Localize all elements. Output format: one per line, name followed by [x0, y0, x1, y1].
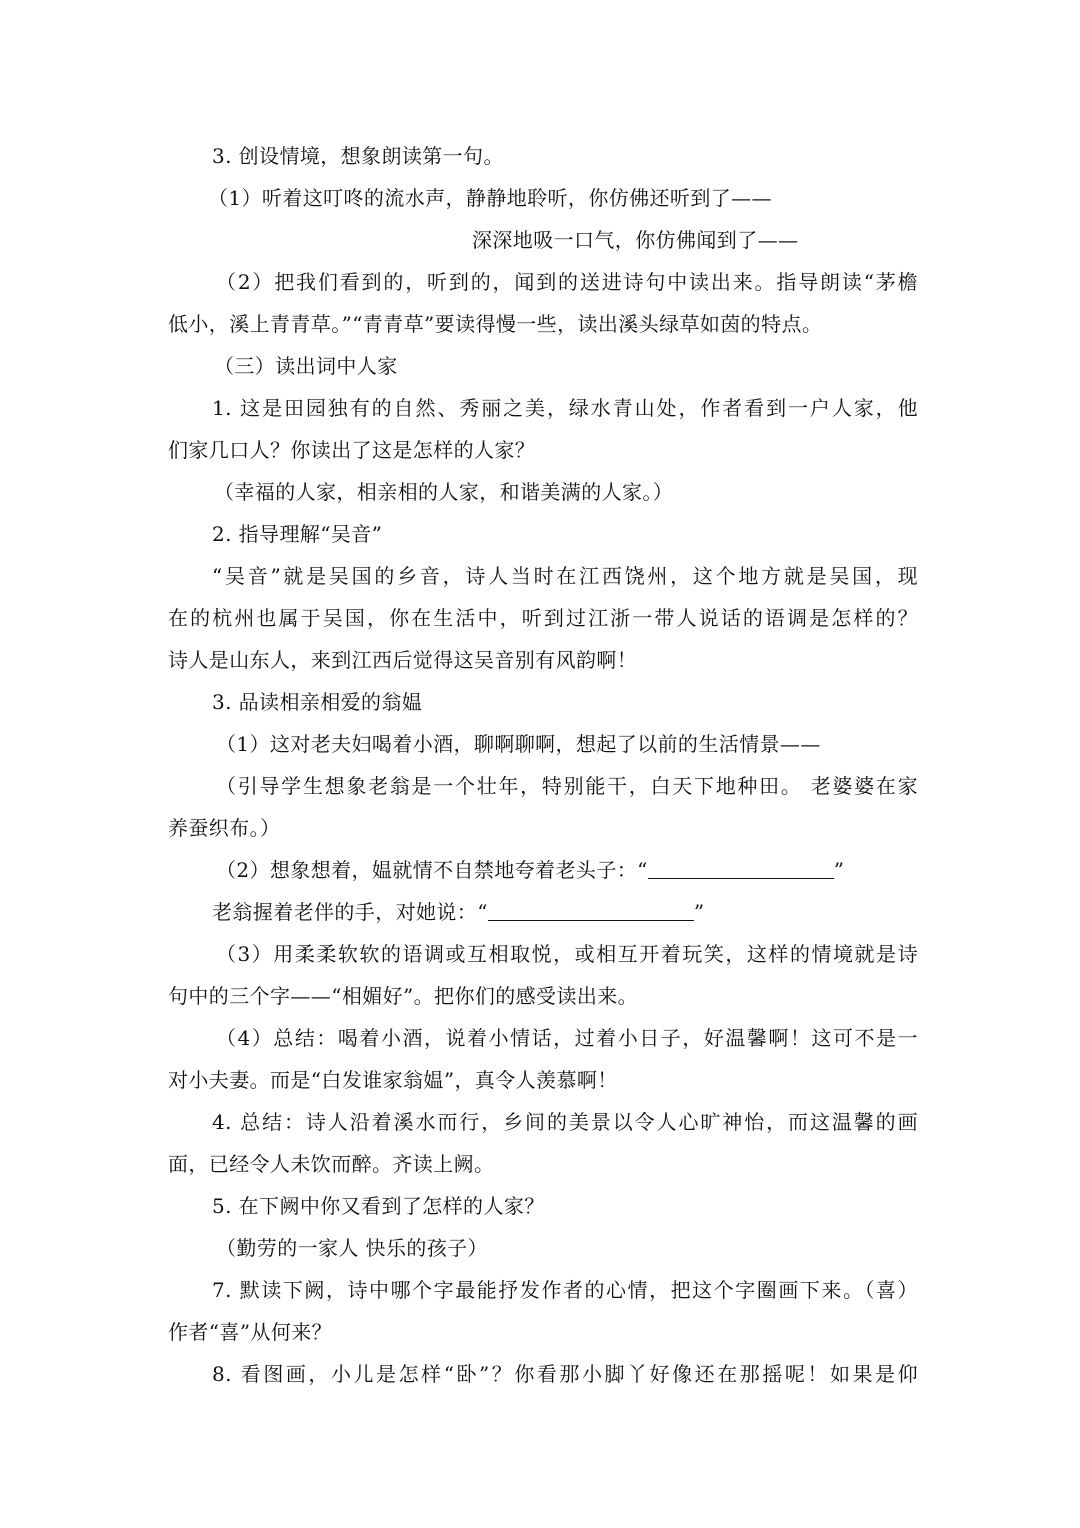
text-line-18	[216, 856, 966, 884]
text-line-6: （三）读出词中人家	[214, 354, 398, 378]
answer-blank-1[interactable]	[648, 858, 834, 879]
text-line-24: 4. 总结：诗人沿着溪水而行，乡间的美景以令人心旷神怡，而这温馨的画	[212, 1110, 918, 1134]
text-line-10: 2. 指导理解“吴音”	[212, 522, 383, 546]
text-line-8: 们家几口人？你读出了这是怎样的人家？	[168, 438, 536, 462]
text-line-19-suffix: ”	[693, 900, 705, 924]
text-line-1: 3. 创设情境，想象朗读第一句。	[212, 144, 504, 168]
text-line-4: （2）把我们看到的，听到的，闻到的送进诗句中读出来。指导朗读“茅檐	[216, 270, 918, 294]
text-line-26: 5. 在下阙中你又看到了怎样的人家？	[212, 1194, 545, 1218]
text-line-19	[212, 898, 962, 926]
text-line-25: 面，已经令人未饮而醉。齐读上阙。	[168, 1152, 495, 1176]
text-line-5: 低小，溪上青青草。”“青青草”要读得慢一些，读出溪头绿草如茵的特点。	[168, 312, 823, 336]
text-line-16: （引导学生想象老翁是一个壮年，特别能干，白天下地种田。 老婆婆在家	[216, 774, 918, 798]
text-line-14: 3. 品读相亲相爱的翁媪	[212, 690, 423, 714]
text-line-13: 诗人是山东人，来到江西后觉得这吴音别有风韵啊！	[168, 648, 638, 672]
text-line-21: 句中的三个字——“相媚好”。把你们的感受读出来。	[168, 984, 639, 1008]
text-line-28: 7. 默读下阙，诗中哪个字最能抒发作者的心情，把这个字圈画下来。（喜）	[212, 1278, 918, 1302]
text-line-29: 作者“喜”从何来？	[168, 1320, 333, 1344]
text-line-18-suffix: ”	[833, 858, 845, 882]
text-line-3: 深深地吸一口气，你仿佛闻到了——	[472, 228, 799, 252]
text-line-17: 养蚕织布。）	[168, 816, 281, 840]
text-line-15: （1）这对老夫妇喝着小酒，聊啊聊啊，想起了以前的生活情景——	[216, 732, 821, 756]
text-line-9: （幸福的人家，相亲相的人家，和谐美满的人家。）	[214, 480, 674, 504]
answer-blank-2[interactable]	[488, 900, 694, 921]
text-line-18-prefix: （2）想象想着，媪就情不自禁地夸着老头子：“	[216, 858, 648, 882]
text-line-19-prefix: 老翁握着老伴的手，对她说：“	[212, 900, 488, 924]
text-line-22: （4）总结：喝着小酒，说着小情话，过着小日子，好温馨啊！这可不是一	[216, 1026, 918, 1050]
text-line-12: 在的杭州也属于吴国，你在生活中，听到过江浙一带人说话的语调是怎样的？	[168, 606, 918, 630]
text-line-23: 对小夫妻。而是“白发谁家翁媪”，真令人羡慕啊！	[168, 1068, 618, 1092]
text-line-30: 8. 看图画，小儿是怎样“卧”？你看那小脚丫好像还在那摇呢！如果是仰	[212, 1362, 918, 1386]
text-line-2: （1）听着这叮咚的流水声，静静地聆听，你仿佛还听到了——	[208, 186, 772, 210]
text-line-27: （勤劳的一家人 快乐的孩子）	[216, 1236, 488, 1260]
text-line-11: “吴音”就是吴国的乡音，诗人当时在江西饶州，这个地方就是吴国，现	[212, 564, 918, 588]
text-line-7: 1. 这是田园独有的自然、秀丽之美，绿水青山处，作者看到一户人家，他	[212, 396, 918, 420]
text-line-20: （3）用柔柔软软的语调或互相取悦，或相互开着玩笑，这样的情境就是诗	[216, 942, 918, 966]
